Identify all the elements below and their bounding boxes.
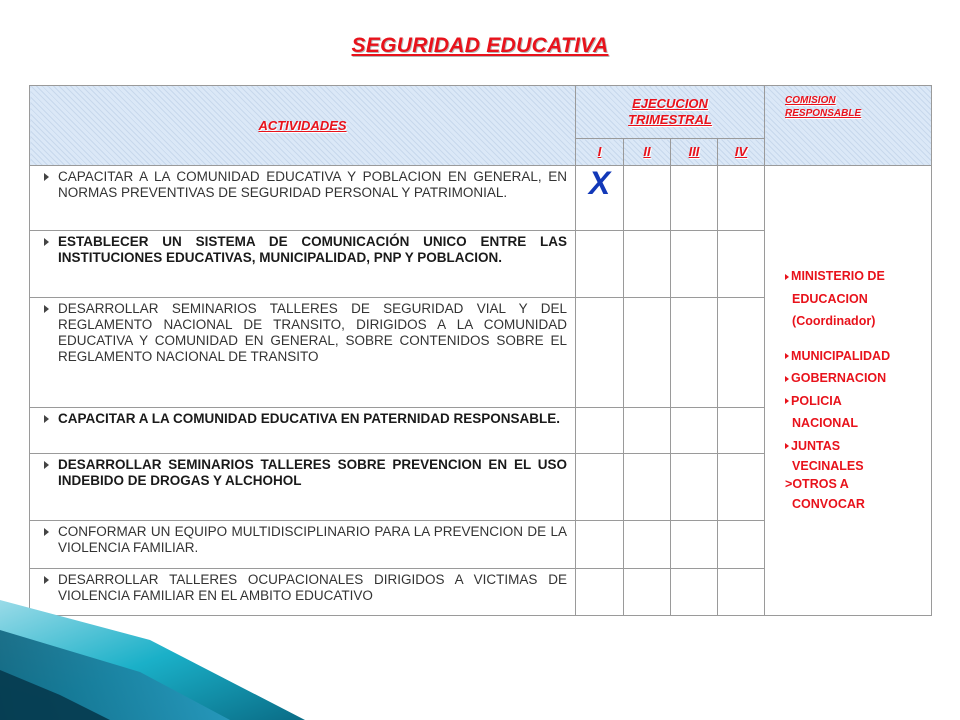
comision-cell bbox=[765, 166, 932, 616]
activity-text: DESARROLLAR SEMINARIOS TALLERES DE SEGURIDAD VIAL Y DEL REGLAMENTO NACIONAL DE TRANSITO, DIRIGIDOS A LA COMUNIDAD EDUCATIVA Y COMUNIDAD EN GENERAL, SOBRE CONTENIDOS SOBRE EL REGLAMENTO NACIONAL DE TRANSITO bbox=[58, 301, 567, 364]
quarter-3-cell bbox=[671, 454, 718, 521]
quarter-2-cell bbox=[624, 408, 671, 454]
header-quarter-1: I bbox=[576, 139, 624, 166]
quarter-2-cell bbox=[624, 231, 671, 298]
quarter-1-cell bbox=[576, 166, 624, 231]
bullet-arrow-icon bbox=[785, 443, 789, 449]
table-row bbox=[30, 166, 932, 231]
quarter-3-cell bbox=[671, 408, 718, 454]
header-quarter-4: IV bbox=[718, 139, 765, 166]
activity-cell bbox=[30, 231, 576, 298]
quarter-3-cell bbox=[671, 521, 718, 569]
quarter-3-cell bbox=[671, 298, 718, 408]
comision-item: GOBERNACION bbox=[785, 367, 931, 390]
header-actividades bbox=[30, 86, 576, 166]
bullet-arrow-icon bbox=[44, 528, 49, 536]
activity-text: CONFORMAR UN EQUIPO MULTIDISCIPLINARIO PARA LA PREVENCION DE LA VIOLENCIA FAMILIAR. bbox=[58, 524, 567, 555]
comision-item: (Coordinador) bbox=[792, 314, 876, 329]
header-comision bbox=[765, 86, 932, 166]
activity-text: ESTABLECER UN SISTEMA DE COMUNICACIÓN UNICO ENTRE LAS INSTITUCIONES EDUCATIVAS, MUNICIPALIDAD, PNP Y POBLACION. bbox=[58, 234, 567, 265]
activity-text: CAPACITAR A LA COMUNIDAD EDUCATIVA Y POBLACION EN GENERAL, EN NORMAS PREVENTIVAS DE SEGURIDAD PERSONAL Y PATRIMONIAL. bbox=[58, 169, 567, 200]
activity-cell bbox=[30, 298, 576, 408]
quarter-2-cell bbox=[624, 298, 671, 408]
header-quarter-3: III bbox=[671, 139, 718, 166]
comision-item: VECINALES bbox=[792, 459, 864, 474]
quarter-4-cell bbox=[718, 521, 765, 569]
quarter-4-cell bbox=[718, 231, 765, 298]
activity-cell bbox=[30, 454, 576, 521]
activity-text: DESARROLLAR SEMINARIOS TALLERES SOBRE PREVENCION EN EL USO INDEBIDO DE DROGAS Y ALCHOHOL bbox=[58, 457, 567, 488]
bullet-arrow-icon bbox=[44, 415, 49, 423]
quarter-1-cell bbox=[576, 521, 624, 569]
header-actividades-label: ACTIVIDADES bbox=[258, 117, 347, 133]
bullet-arrow-icon bbox=[44, 576, 49, 584]
header-ejecucion bbox=[576, 86, 765, 139]
activities-table bbox=[29, 85, 932, 616]
quarter-4-cell bbox=[718, 408, 765, 454]
bullet-arrow-icon bbox=[44, 173, 49, 181]
comision-item: MUNICIPALIDAD bbox=[785, 345, 931, 368]
quarter-4-cell bbox=[718, 454, 765, 521]
quarter-4-cell bbox=[718, 298, 765, 408]
activity-cell bbox=[30, 521, 576, 569]
quarter-3-cell bbox=[671, 166, 718, 231]
comision-item: POLICIA bbox=[785, 390, 931, 413]
bullet-arrow-icon bbox=[44, 305, 49, 313]
quarter-1-cell bbox=[576, 298, 624, 408]
bullet-arrow-icon bbox=[785, 353, 789, 359]
comision-item: CONVOCAR bbox=[792, 497, 865, 512]
header-comision-line1: COMISION bbox=[785, 95, 836, 106]
bullet-arrow-icon bbox=[785, 398, 789, 404]
activity-text: CAPACITAR A LA COMUNIDAD EDUCATIVA EN PATERNIDAD RESPONSABLE. bbox=[58, 411, 560, 426]
comision-item: MINISTERIO DE bbox=[785, 265, 931, 288]
comision-item: NACIONAL bbox=[792, 416, 858, 431]
decorative-ribbon bbox=[0, 600, 960, 720]
activity-cell bbox=[30, 166, 576, 231]
activity-cell bbox=[30, 408, 576, 454]
quarter-1-cell bbox=[576, 231, 624, 298]
header-ejecucion-line2: TRIMESTRAL bbox=[628, 112, 712, 127]
quarter-3-cell bbox=[671, 231, 718, 298]
bullet-arrow-icon bbox=[785, 274, 789, 280]
bullet-arrow-icon bbox=[44, 238, 49, 246]
header-comision-line2: RESPONSABLE bbox=[785, 108, 862, 119]
header-ejecucion-line1: EJECUCION bbox=[632, 96, 708, 111]
execution-mark: X bbox=[588, 165, 611, 201]
page-title: SEGURIDAD EDUCATIVA bbox=[351, 34, 609, 57]
activity-text: DESARROLLAR TALLERES OCUPACIONALES DIRIGIDOS A VICTIMAS DE VIOLENCIA FAMILIAR EN EL AMBITO EDUCATIVO bbox=[58, 572, 567, 603]
comision-item: JUNTAS bbox=[785, 435, 931, 458]
quarter-4-cell bbox=[718, 166, 765, 231]
bullet-arrow-icon bbox=[44, 461, 49, 469]
bullet-arrow-icon bbox=[785, 376, 789, 382]
comision-item: EDUCACION bbox=[792, 291, 868, 306]
quarter-2-cell bbox=[624, 521, 671, 569]
quarter-1-cell bbox=[576, 454, 624, 521]
header-quarter-2: II bbox=[624, 139, 671, 166]
comision-item: >OTROS A bbox=[785, 477, 849, 492]
quarter-2-cell bbox=[624, 454, 671, 521]
quarter-1-cell bbox=[576, 408, 624, 454]
quarter-2-cell bbox=[624, 166, 671, 231]
